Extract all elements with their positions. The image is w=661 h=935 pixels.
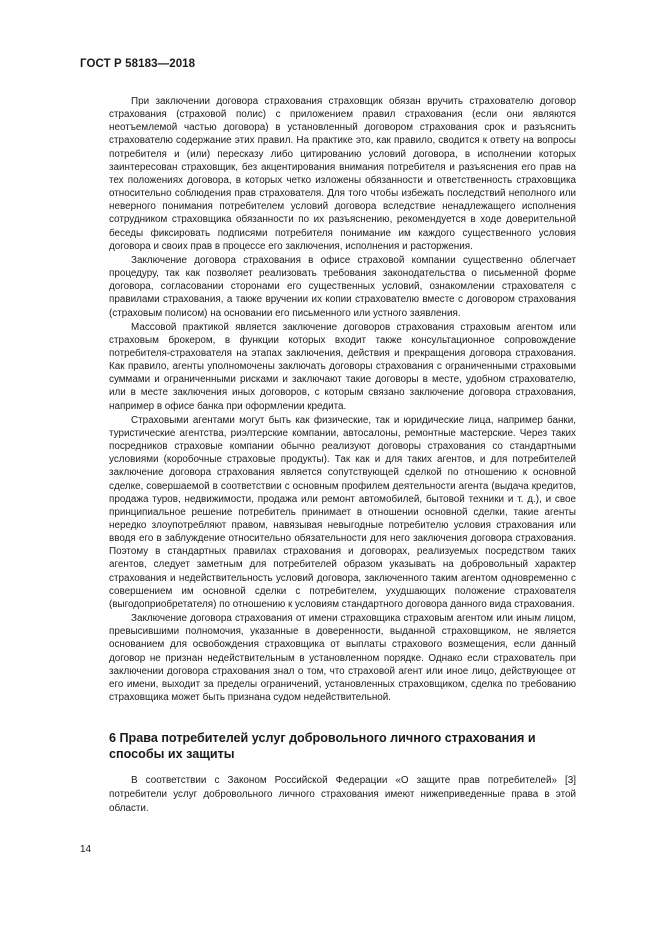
page-number: 14: [80, 844, 92, 855]
paragraph: В соответствии с Законом Российской Федерации «О защите прав потребителей» [3] потребители услуг добровольного личного страхования имеют нижеприведенные права в этой области.: [109, 775, 576, 814]
paragraph: Заключение договора страхования в офисе страховой компании существенно облегчает процедуру, так как позволяет реализовать требования законодательства о письменной форме договора, согласовании сторонами его существенных условий, ознакомлении страхователя с правилами страхования, а также вручении их копии страхователю вместе с договором страхования (страховым полисом) на основании его письменного или устного заявления.: [109, 254, 576, 319]
section-intro: [109, 774, 576, 816]
document-code-header: ГОСТ Р 58183—2018: [80, 58, 196, 70]
body-text: [109, 95, 576, 705]
paragraph: Заключение договора страхования от имени страховщика страховым агентом или иным лицом, превысившими полномочия, указанные в доверенности, выданной страховщиком, не является основанием для освобождения страховщика от выплаты страхового возмещения, если данный договор не признан недействительным в установленном порядке. Однако если страхователь при заключении договора страхования знал о том, что страховой агент или иное лицо, действующее от его имени, выходит за пределы ограничений, установленных страховщиком, сделка по требованию страховщика может быть признана судом недействительной.: [109, 613, 576, 704]
paragraph: Страховыми агентами могут быть как физические, так и юридические лица, например банки, туристические агентства, риэлтерские компании, автосалоны, ремонтные мастерские. Через таких посредников страховые компании обычно реализуют договоры страхования со стандартными условиями (коробочные страховые продукты). Так как и для таких агентов, и для потребителей заключение договора страхования является сопутствующей сделкой по отношению к основной сделке, совершаемой в соответствии с основным профилем деятельности агента (выдача кредитов, продажа туров, недвижимости, продажа или ремонт автомобилей, бытовой техники и т. д.), и свое принципиальное решение потребитель принимает в отношении основной сделки, такие агенты нередко злоупотребляют правом, навязывая невыгодные потребителю условия страхования или вводя его в заблуждение относительно обязательности для него заключения договора страхования. Поэтому в стандартных правилах страхования и договорах, реализуемых посредством таких агентов, следует заметным для потребителей образом указывать на добровольный характер страхования и недействительность условий договора, заключенного таким агентом одновременно с совершением им основной сделки с потребителем, ухудшающих положение страхователя (выгодоприобретателя) по отношению к условиям стандартного договора данного вида страхования.: [109, 414, 576, 610]
paragraph: Массовой практикой является заключение договоров страхования страховым агентом или страховым брокером, в функции которых входит также консультационное сопровождение потребителя-страхователя на этапах заключения, действия и прекращения договора страхования. Как правило, агенты уполномочены заключать договоры страхования с ограниченными страховыми суммами и ограниченными рисками и заключают такие договоры в месте, удобном страхователю, или в месте заключения иных договоров, с которым связано заключение договора страхования, например в офисе банка при оформлении кредита.: [109, 321, 576, 412]
paragraph: При заключении договора страхования страховщик обязан вручить страхователю договор страхования (страховой полис) с приложением правил страхования (если они являются неотъемлемой частью договора) в установленный договором страхования срок и разъяснить страхователю содержание этих правил. На практике это, как правило, сводится к ответу на вопросы потребителя и (или) пересказу либо цитированию условий договора, в исполнении которых заинтересован страховщик, без акцентирования внимания потребителя и разъяснения его прав на тех положениях договора, в которых четко изложены обязанности и ответственность страховщика относительно соблюдения прав страхователя. Для того чтобы избежать последствий неполного или неверного понимания потребителем условий договора вследствие ненадлежащего исполнения сотрудником страховщика обязанности по их разъяснению, рекомендуется в ходе доверительной беседы фиксировать подписями потребителя понимание им каждого существенного условия договора и своих прав в процессе его заключения, исполнения и расторжения.: [109, 96, 576, 252]
section-heading: 6 Права потребителей услуг добровольного личного страхования и способы их защиты: [109, 731, 536, 761]
